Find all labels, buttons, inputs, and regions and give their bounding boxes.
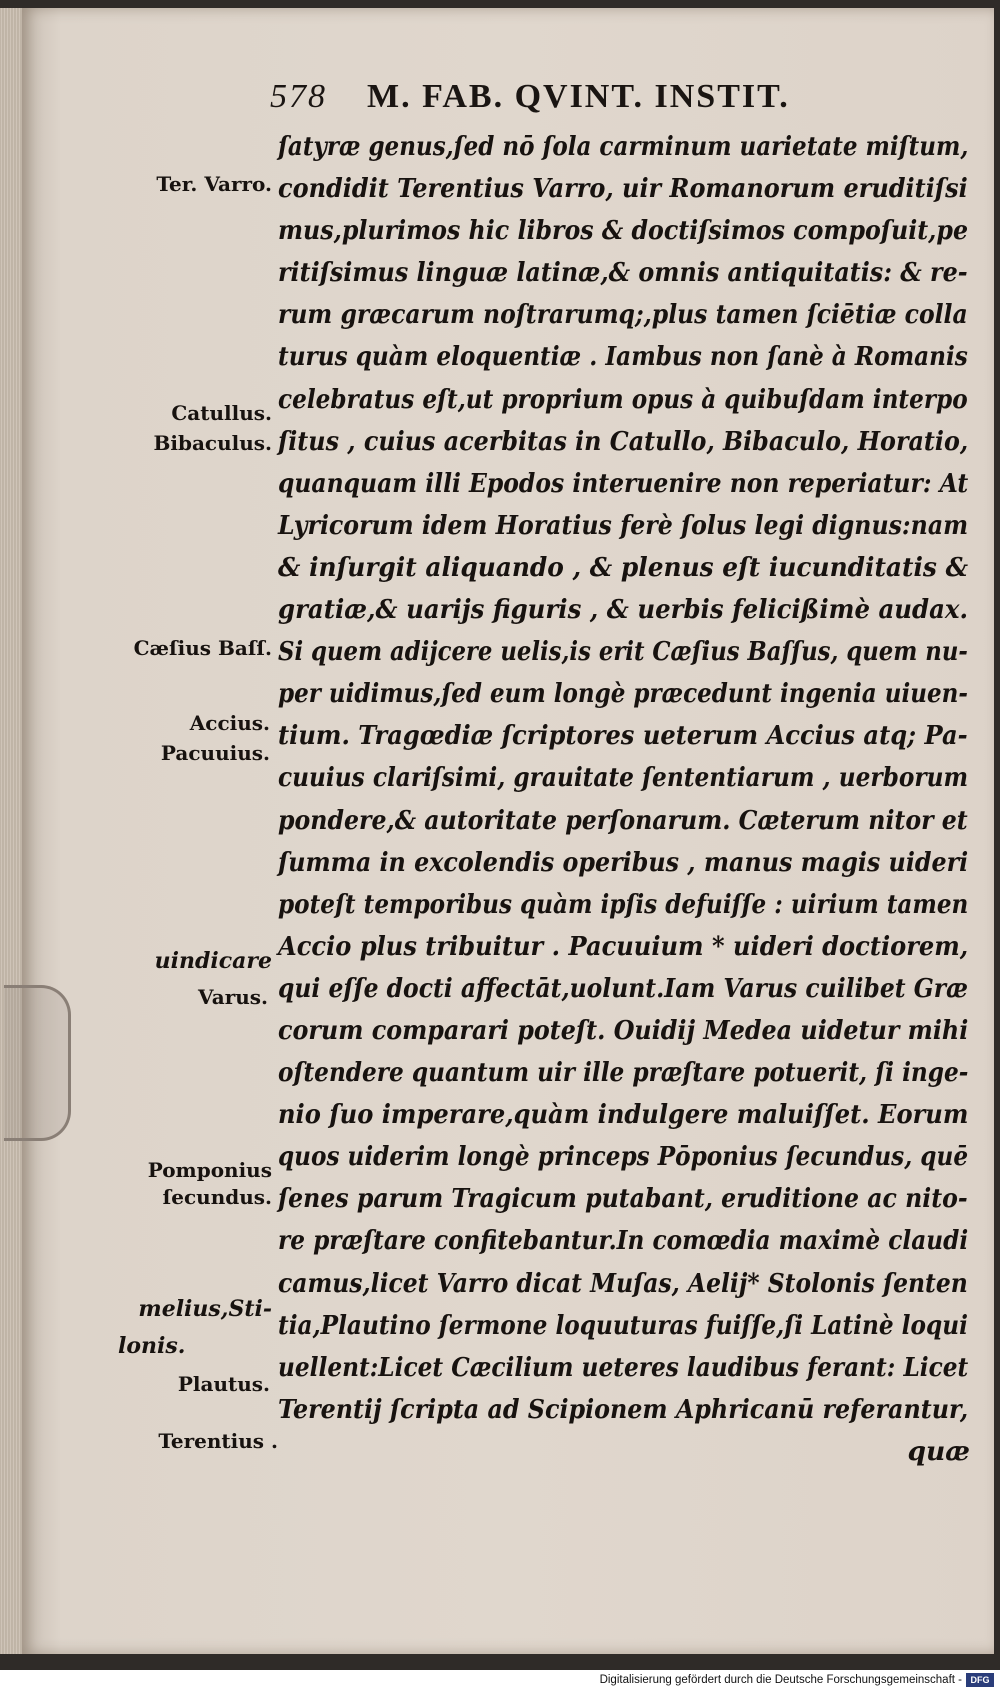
text-line: Lyricorum idem Horatius ferè ſolus legi dignus:nam	[278, 509, 969, 541]
text-line: quanquam illi Epodos interuenire non reperiatur: At	[278, 467, 969, 499]
text-line: gratiæ,& uarijs figuris , & uerbis felicißimè audax.	[278, 594, 968, 626]
marginal-note-secundus: ſecundus.	[162, 1185, 272, 1209]
text-line: oſtendere quantum uir ille præſtare potuerit, ſi inge-	[278, 1057, 969, 1089]
text-line: camus,licet Varro dicat Muſas, Aelij* Stolonis ſenten	[278, 1267, 968, 1299]
text-line: Terentij ſcripta ad Scipionem Aphricanū referantur,	[278, 1393, 969, 1425]
marginal-note-terentius: Terentius .	[158, 1429, 278, 1453]
body-text	[278, 126, 978, 1473]
text-line: cuuius clariſsimi, grauitate ſententiarum , uerborum	[278, 762, 969, 794]
text-line: quos uiderim longè princeps Pōponius ſecundus, quē	[278, 1141, 969, 1173]
page-header	[270, 78, 790, 116]
text-line: rum græcarum noſtrarumq;,plus tamen ſciētiæ colla	[278, 299, 968, 331]
text-line: poteſt temporibus quàm ipſis defuiſſe : uirium tamen	[278, 888, 969, 920]
bookmark-ribbon	[4, 985, 71, 1141]
marginal-note-lonis: lonis.	[118, 1333, 186, 1359]
marginal-note-bibaculus: Bibaculus.	[153, 431, 272, 455]
text-line: ſitus , cuius acerbitas in Catullo, Bibaculo, Horatio,	[278, 425, 969, 457]
text-line: mus,plurimos hic libros & doctiſsimos compoſuit,pe	[278, 215, 969, 247]
marginal-note-caesius: Cæſius Baſſ.	[133, 636, 272, 660]
text-line: Si quem adijcere uelis,is erit Cæſius Baſſus, quem nu-	[278, 636, 968, 668]
text-line: celebratus eſt,ut proprium opus à quibuſdam interpo	[278, 383, 968, 415]
text-line: nio ſuo imperare,quàm indulgere maluiſſet. Eorum	[278, 1099, 969, 1131]
marginal-note-varro: Ter. Varro.	[156, 172, 272, 196]
text-line: & inſurgit aliquando , & plenus eſt iucunditatis &	[278, 551, 968, 583]
marginal-note-catullus: Catullus.	[171, 401, 272, 425]
marginal-note-varus: Varus.	[198, 985, 268, 1009]
marginal-note-plautus: Plautus.	[177, 1372, 270, 1396]
marginal-note-melius: melius,Sti-	[138, 1296, 272, 1322]
digitization-credit: Digitalisierung gefördert durch die Deutsche Forschungsgemeinschaft -	[599, 1674, 962, 1686]
text-line: tia,Plautino ſermone loquuturas fuiſſe,ſi Latinè loqui	[278, 1309, 968, 1341]
text-line: tium. Tragœdiæ ſcriptores ueterum Accius atq; Pa-	[278, 720, 968, 752]
text-line: pondere,& autoritate perſonarum. Cæterum nitor et	[278, 804, 968, 836]
running-title: M. FAB. QVINT. INSTIT.	[367, 78, 790, 115]
text-line: turus quàm eloquentiæ . Iambus non ſanè à Romanis	[278, 341, 968, 373]
text-line: ſatyræ genus,ſed nō ſola carminum uarietate miſtum,	[278, 131, 969, 162]
text-line: ritiſsimus linguæ latinæ,& omnis antiquitatis: & re-	[278, 257, 968, 289]
text-line: uellent:Licet Cæcilium ueteres laudibus ferant: Licet	[278, 1351, 969, 1383]
marginal-note-pacuuius: Pacuuius.	[160, 741, 270, 765]
page-number: 578	[270, 78, 327, 115]
text-line: ſumma in excolendis operibus , manus magis uideri	[278, 846, 969, 878]
text-line: corum comparari poteſt. Ouidij Medea uidetur mihi	[278, 1014, 969, 1046]
text-line: ſenes parum Tragicum putabant, eruditione ac nito-	[278, 1183, 968, 1215]
text-line: per uidimus,ſed eum longè præcedunt ingenia uiuen-	[278, 678, 968, 710]
dfg-logo: DFG	[966, 1673, 994, 1687]
text-line: Accio plus tribuitur . Pacuuium * uideri doctiorem,	[278, 930, 969, 962]
marginal-note-accius: Accius.	[189, 711, 270, 735]
text-line: qui eſſe docti affectāt,uolunt.Iam Varus cuilibet Græ	[278, 972, 968, 1004]
text-line: re præſtare confitebantur.In comœdia maximè claudi	[278, 1225, 969, 1257]
marginal-note-pomponius: Pomponius	[147, 1158, 272, 1182]
marginal-note-uindicare: uindicare	[154, 948, 272, 974]
text-line: condidit Terentius Varro, uir Romanorum eruditiſsi	[278, 173, 968, 205]
text-line catchword: quæ	[907, 1435, 970, 1467]
